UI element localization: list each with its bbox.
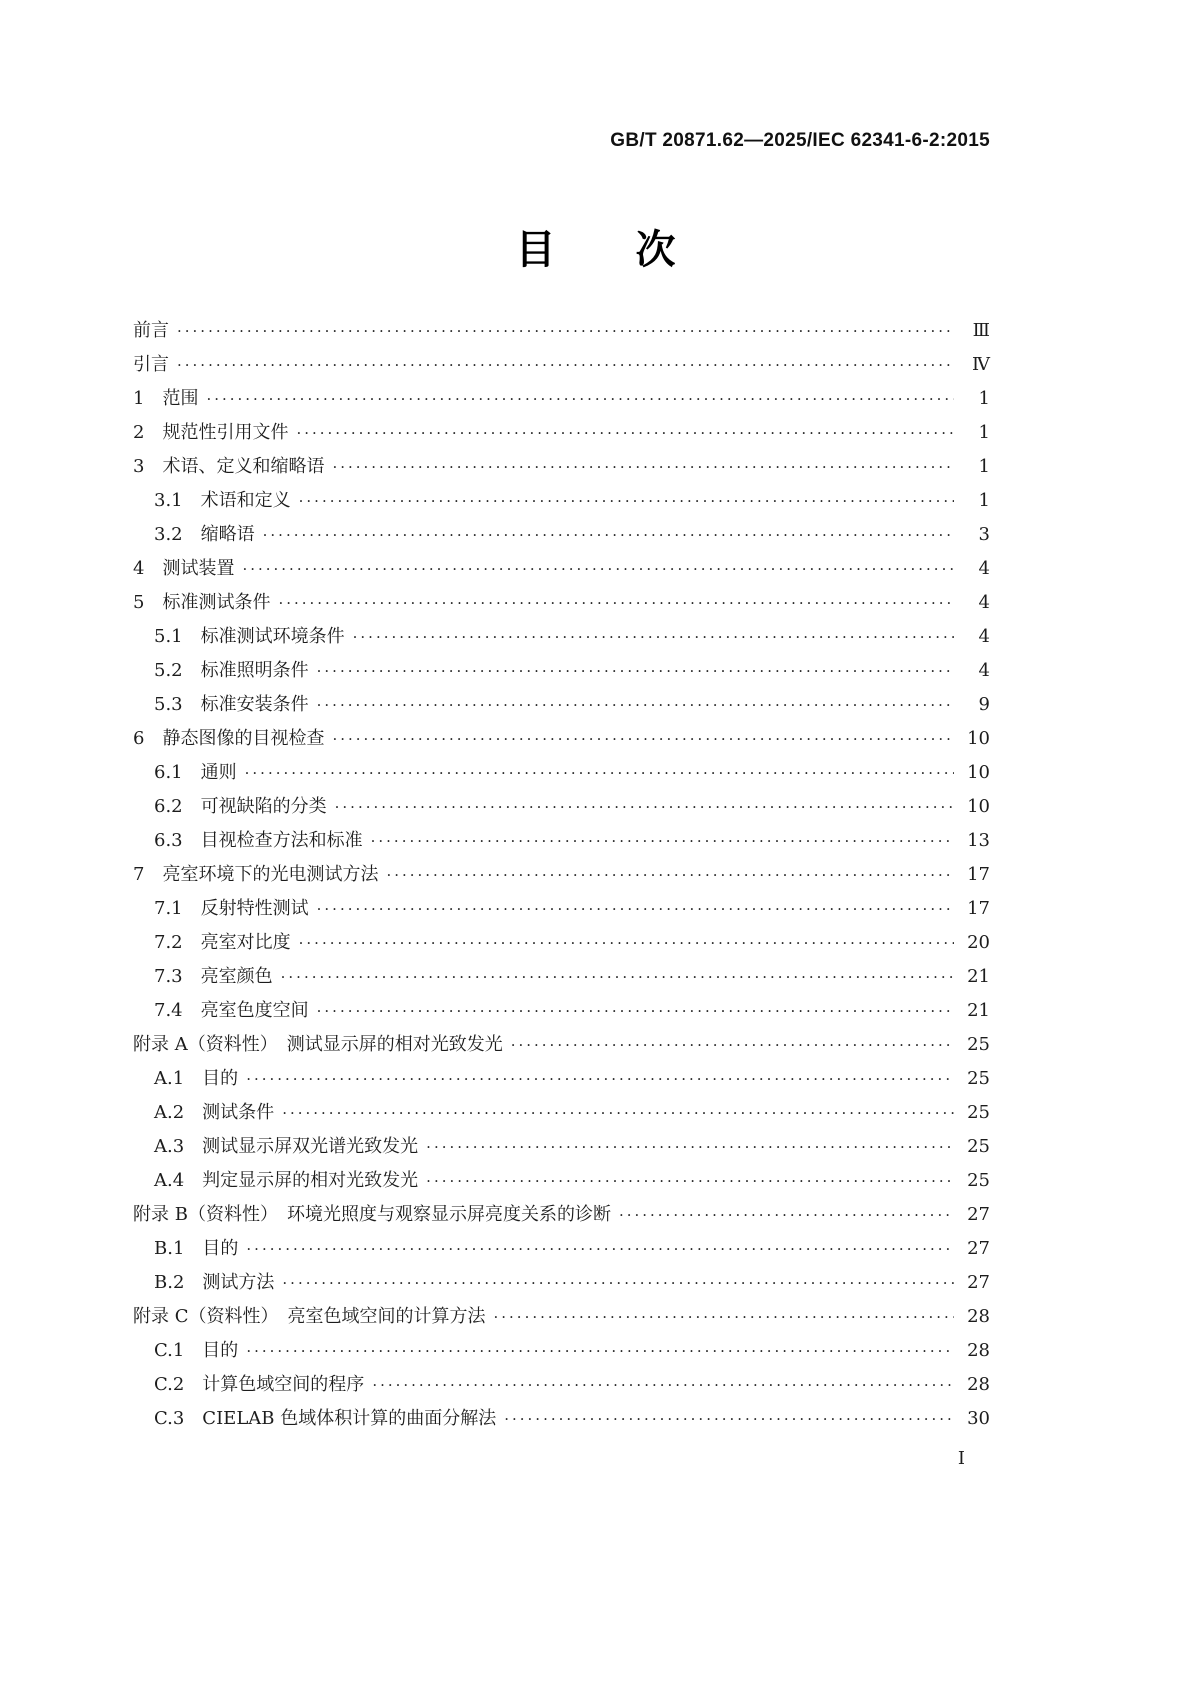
toc-leader-dots xyxy=(206,382,954,416)
toc-entry-label: 6.1 通则 xyxy=(154,762,237,783)
toc-row xyxy=(133,1334,990,1368)
toc-entry-label: 6.3 目视检查方法和标准 xyxy=(154,830,363,851)
toc-entry-page: 27 xyxy=(967,1238,990,1259)
toc-leader-dots xyxy=(353,620,954,654)
toc-entry-page: 1 xyxy=(978,490,990,511)
toc-leader-dots xyxy=(282,1096,954,1130)
toc-entry-page: 4 xyxy=(978,626,990,647)
toc-entry-label: C.1 目的 xyxy=(154,1340,239,1361)
toc-entry-label: 引言 xyxy=(133,354,169,375)
toc-row xyxy=(133,926,990,960)
toc-row xyxy=(133,1368,990,1402)
toc-entry-page: 28 xyxy=(967,1306,990,1327)
toc-entry-page: 4 xyxy=(978,558,990,579)
toc-leader-dots xyxy=(299,926,954,960)
toc-row xyxy=(133,450,990,484)
toc-entry-label: A.2 测试条件 xyxy=(154,1102,275,1123)
toc-entry-page: 1 xyxy=(978,388,990,409)
toc-leader-dots xyxy=(504,1402,954,1436)
toc-entry-label: 附录 A（资料性） 测试显示屏的相对光致发光 xyxy=(133,1034,503,1055)
toc-row xyxy=(133,722,990,756)
toc-entry-label: 附录 C（资料性） 亮室色域空间的计算方法 xyxy=(133,1306,486,1327)
toc-entry-label: 6 静态图像的目视检查 xyxy=(133,728,325,749)
toc-leader-dots xyxy=(246,1232,954,1266)
toc-row xyxy=(133,1062,990,1096)
toc-row xyxy=(133,552,990,586)
toc-entry-label: A.4 判定显示屏的相对光致发光 xyxy=(154,1170,419,1191)
toc-row xyxy=(133,1028,990,1062)
toc-row xyxy=(133,1266,990,1300)
toc-entry-page: 25 xyxy=(967,1170,990,1191)
toc-entry-label: B.1 目的 xyxy=(154,1238,239,1259)
toc-leader-dots xyxy=(317,688,954,722)
toc-title: 目 次 xyxy=(515,228,676,272)
toc-entry-label: 7.4 亮室色度空间 xyxy=(154,1000,309,1021)
toc-entry-page: 25 xyxy=(967,1102,990,1123)
toc-entry-label: 5.3 标准安装条件 xyxy=(154,694,309,715)
toc-entry-label: 3 术语、定义和缩略语 xyxy=(133,456,325,477)
toc-row xyxy=(133,348,990,382)
toc-entry-label: 附录 B（资料性） 环境光照度与观察显示屏亮度关系的诊断 xyxy=(133,1204,611,1225)
toc-entry-page: Ⅲ xyxy=(972,320,990,341)
toc-entry-page: 27 xyxy=(967,1204,990,1225)
toc-leader-dots xyxy=(263,518,954,552)
toc-entry-page: 27 xyxy=(967,1272,990,1293)
toc-entry-page: 10 xyxy=(967,762,990,783)
toc-entry-label: A.1 目的 xyxy=(154,1068,239,1089)
toc-row xyxy=(133,790,990,824)
toc-entry-page: 25 xyxy=(967,1034,990,1055)
toc-leader-dots xyxy=(281,960,954,994)
toc-row xyxy=(133,1402,990,1436)
document-number: GB/T 20871.62—2025/IEC 62341-6-2:2015 xyxy=(610,130,990,151)
toc-row xyxy=(133,382,990,416)
toc-entry-page: 13 xyxy=(967,830,990,851)
toc-leader-dots xyxy=(296,416,954,450)
toc-entry-label: 5 标准测试条件 xyxy=(133,592,271,613)
toc-entry-label: A.3 测试显示屏双光谱光致发光 xyxy=(154,1136,419,1157)
toc-row xyxy=(133,416,990,450)
toc-entry-page: 30 xyxy=(967,1408,990,1429)
toc-entry-label: 5.2 标准照明条件 xyxy=(154,660,309,681)
toc-leader-dots xyxy=(299,484,954,518)
toc-row xyxy=(133,858,990,892)
toc-entry-label: C.3 CIELAB 色域体积计算的曲面分解法 xyxy=(154,1408,497,1429)
toc-leader-dots xyxy=(332,722,954,756)
toc-row xyxy=(133,620,990,654)
toc-entry-page: Ⅳ xyxy=(972,354,990,375)
toc-entry-label: C.2 计算色域空间的程序 xyxy=(154,1374,365,1395)
toc-entry-page: 25 xyxy=(967,1068,990,1089)
toc-leader-dots xyxy=(177,314,954,348)
toc-entry-page: 25 xyxy=(967,1136,990,1157)
toc-entry-page: 20 xyxy=(967,932,990,953)
toc-leader-dots xyxy=(246,1334,954,1368)
toc-row xyxy=(133,1232,990,1266)
toc-entry-label: 7 亮室环境下的光电测试方法 xyxy=(133,864,379,885)
toc-row xyxy=(133,518,990,552)
toc-leader-dots xyxy=(332,450,954,484)
toc-entry-label: 3.1 术语和定义 xyxy=(154,490,291,511)
toc-row xyxy=(133,1198,990,1232)
toc-leader-dots xyxy=(278,586,954,620)
toc-leader-dots xyxy=(177,348,954,382)
toc-row xyxy=(133,654,990,688)
toc-leader-dots xyxy=(372,1368,954,1402)
toc-entry-page: 10 xyxy=(967,728,990,749)
toc-leader-dots xyxy=(282,1266,954,1300)
toc-entry-label: 4 测试装置 xyxy=(133,558,235,579)
toc-row xyxy=(133,586,990,620)
toc-entry-page: 28 xyxy=(967,1374,990,1395)
toc-leader-dots xyxy=(511,1028,954,1062)
toc-row xyxy=(133,1130,990,1164)
toc-entry-page: 17 xyxy=(967,864,990,885)
toc-leader-dots xyxy=(426,1164,954,1198)
toc-leader-dots xyxy=(426,1130,954,1164)
toc-leader-dots xyxy=(371,824,954,858)
toc-leader-dots xyxy=(494,1300,955,1334)
toc-entry-page: 4 xyxy=(978,592,990,613)
toc-entry-page: 17 xyxy=(967,898,990,919)
toc-leader-dots xyxy=(317,892,954,926)
toc-entry-label: 6.2 可视缺陷的分类 xyxy=(154,796,327,817)
toc-entry-label: 1 范围 xyxy=(133,388,199,409)
toc-entry-page: 4 xyxy=(978,660,990,681)
toc-entry-label: 5.1 标准测试环境条件 xyxy=(154,626,345,647)
toc-row xyxy=(133,756,990,790)
toc-row xyxy=(133,892,990,926)
toc-leader-dots xyxy=(386,858,954,892)
toc-row xyxy=(133,824,990,858)
toc-entry-label: 2 规范性引用文件 xyxy=(133,422,289,443)
toc-entry-label: B.2 测试方法 xyxy=(154,1272,275,1293)
toc-leader-dots xyxy=(246,1062,954,1096)
toc-entry-page: 9 xyxy=(978,694,990,715)
toc-row xyxy=(133,960,990,994)
toc-entry-label: 7.1 反射特性测试 xyxy=(154,898,309,919)
toc-row xyxy=(133,1300,990,1334)
toc-entry-label: 7.3 亮室颜色 xyxy=(154,966,273,987)
toc-leader-dots xyxy=(335,790,954,824)
toc-entry-page: 28 xyxy=(967,1340,990,1361)
page-number: Ⅰ xyxy=(957,1448,965,1469)
toc-entry-page: 21 xyxy=(967,1000,990,1021)
toc-leader-dots xyxy=(242,552,954,586)
toc-list xyxy=(133,314,990,1436)
toc-row xyxy=(133,314,990,348)
toc-row xyxy=(133,1164,990,1198)
toc-entry-label: 前言 xyxy=(133,320,169,341)
toc-leader-dots xyxy=(317,994,954,1028)
toc-entry-page: 10 xyxy=(967,796,990,817)
toc-row xyxy=(133,484,990,518)
toc-entry-page: 1 xyxy=(978,456,990,477)
toc-entry-page: 21 xyxy=(967,966,990,987)
toc-entry-label: 3.2 缩略语 xyxy=(154,524,255,545)
toc-row xyxy=(133,1096,990,1130)
toc-row xyxy=(133,994,990,1028)
toc-entry-page: 1 xyxy=(978,422,990,443)
toc-entry-label: 7.2 亮室对比度 xyxy=(154,932,291,953)
toc-entry-page: 3 xyxy=(978,524,990,545)
toc-leader-dots xyxy=(317,654,954,688)
toc-leader-dots xyxy=(245,756,954,790)
toc-row xyxy=(133,688,990,722)
toc-leader-dots xyxy=(619,1198,954,1232)
